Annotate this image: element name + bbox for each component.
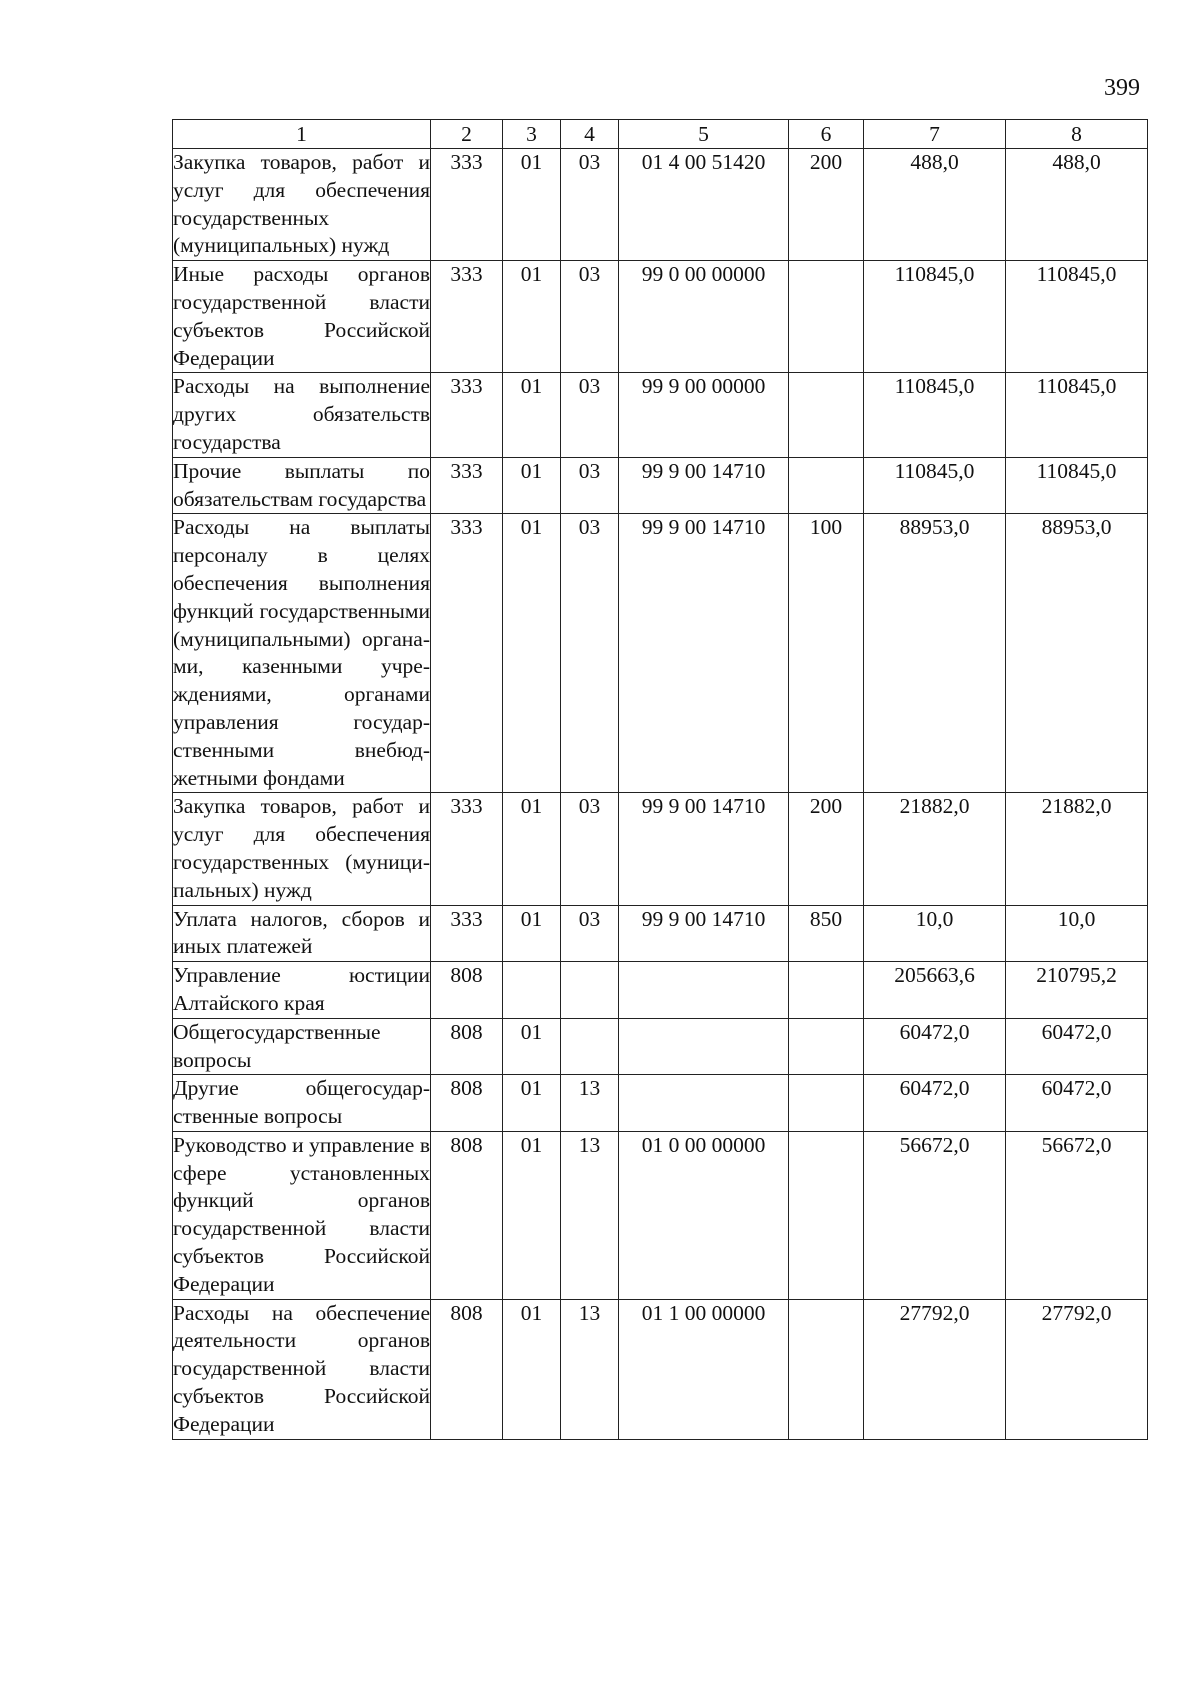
cell-admin-code: 333 (431, 261, 503, 373)
column-header: 2 (431, 120, 503, 149)
cell-amount-year2: 56672,0 (1006, 1131, 1148, 1299)
table-row (173, 793, 1148, 905)
cell-expense-type: 850 (789, 905, 864, 962)
table-row (173, 149, 1148, 261)
row-name: Общегосударственные вопросы (173, 1018, 431, 1075)
cell-amount-year1: 60472,0 (864, 1075, 1006, 1132)
cell-admin-code: 808 (431, 1131, 503, 1299)
row-name: Иные расходы органов государственной власти субъектов Российской Федерации (173, 261, 431, 373)
cell-expense-type (789, 457, 864, 514)
cell-section: 01 (503, 514, 561, 793)
cell-section: 01 (503, 1299, 561, 1439)
cell-subsection: 13 (561, 1075, 619, 1132)
budget-table (172, 119, 1148, 1440)
cell-amount-year1: 10,0 (864, 905, 1006, 962)
cell-section: 01 (503, 149, 561, 261)
cell-amount-year1: 56672,0 (864, 1131, 1006, 1299)
row-name: Расходы на обеспечение деятельности органов государственной власти субъектов Российской Федерации (173, 1299, 431, 1439)
cell-subsection (561, 962, 619, 1019)
cell-admin-code: 808 (431, 1018, 503, 1075)
cell-amount-year2: 27792,0 (1006, 1299, 1148, 1439)
cell-subsection (561, 1018, 619, 1075)
cell-section: 01 (503, 905, 561, 962)
cell-section: 01 (503, 261, 561, 373)
table-row (173, 261, 1148, 373)
cell-amount-year1: 88953,0 (864, 514, 1006, 793)
cell-amount-year2: 10,0 (1006, 905, 1148, 962)
cell-section: 01 (503, 1131, 561, 1299)
row-name: Руководство и управление в сфере установленных функций органов государственной власти субъектов Российской Федерации (173, 1131, 431, 1299)
cell-amount-year2: 88953,0 (1006, 514, 1148, 793)
cell-admin-code: 808 (431, 1299, 503, 1439)
cell-target-article: 01 0 00 00000 (619, 1131, 789, 1299)
cell-subsection: 03 (561, 457, 619, 514)
cell-expense-type (789, 1075, 864, 1132)
cell-section: 01 (503, 1075, 561, 1132)
cell-amount-year1: 110845,0 (864, 373, 1006, 457)
cell-amount-year1: 110845,0 (864, 261, 1006, 373)
cell-amount-year1: 60472,0 (864, 1018, 1006, 1075)
cell-subsection: 03 (561, 261, 619, 373)
cell-amount-year2: 488,0 (1006, 149, 1148, 261)
cell-section: 01 (503, 793, 561, 905)
cell-amount-year2: 210795,2 (1006, 962, 1148, 1019)
cell-admin-code: 333 (431, 905, 503, 962)
cell-expense-type (789, 373, 864, 457)
cell-admin-code: 333 (431, 793, 503, 905)
row-name: Расходы на выплаты персоналу в целях обеспечения выполнения функций государственными (муниципальными) органами, казенными учреждениями, органами управления государственными внебюджетными фондами (173, 514, 431, 793)
cell-target-article (619, 1018, 789, 1075)
cell-amount-year1: 21882,0 (864, 793, 1006, 905)
cell-subsection: 13 (561, 1131, 619, 1299)
row-name: Закупка товаров, работ и услуг для обеспечения государственных (муниципальных) нужд (173, 149, 431, 261)
column-header: 6 (789, 120, 864, 149)
cell-admin-code: 333 (431, 149, 503, 261)
cell-admin-code: 333 (431, 514, 503, 793)
cell-amount-year1: 488,0 (864, 149, 1006, 261)
cell-amount-year1: 205663,6 (864, 962, 1006, 1019)
cell-subsection: 03 (561, 373, 619, 457)
row-name: Прочие выплаты по обязательствам государства (173, 457, 431, 514)
cell-target-article: 99 9 00 00000 (619, 373, 789, 457)
cell-subsection: 03 (561, 514, 619, 793)
cell-target-article: 99 0 00 00000 (619, 261, 789, 373)
cell-amount-year2: 110845,0 (1006, 261, 1148, 373)
cell-section (503, 962, 561, 1019)
cell-amount-year2: 110845,0 (1006, 457, 1148, 514)
table-row (173, 1299, 1148, 1439)
cell-expense-type (789, 962, 864, 1019)
column-header: 8 (1006, 120, 1148, 149)
column-header: 1 (173, 120, 431, 149)
cell-target-article: 01 1 00 00000 (619, 1299, 789, 1439)
header-row (173, 120, 1148, 149)
row-name: Закупка товаров, работ и услуг для обеспечения государственных (муниципальных) нужд (173, 793, 431, 905)
cell-admin-code: 808 (431, 1075, 503, 1132)
cell-target-article: 99 9 00 14710 (619, 514, 789, 793)
cell-section: 01 (503, 1018, 561, 1075)
cell-target-article (619, 962, 789, 1019)
cell-amount-year1: 27792,0 (864, 1299, 1006, 1439)
cell-target-article: 01 4 00 51420 (619, 149, 789, 261)
table-row (173, 905, 1148, 962)
cell-section: 01 (503, 457, 561, 514)
table-row (173, 514, 1148, 793)
page-number: 399 (1104, 75, 1140, 101)
cell-subsection: 03 (561, 149, 619, 261)
row-name: Другие общегосударственные вопросы (173, 1075, 431, 1132)
cell-expense-type (789, 261, 864, 373)
cell-expense-type: 100 (789, 514, 864, 793)
column-header: 3 (503, 120, 561, 149)
cell-target-article: 99 9 00 14710 (619, 905, 789, 962)
cell-target-article: 99 9 00 14710 (619, 457, 789, 514)
cell-target-article: 99 9 00 14710 (619, 793, 789, 905)
table-row (173, 1018, 1148, 1075)
table-row (173, 962, 1148, 1019)
column-header: 5 (619, 120, 789, 149)
cell-amount-year2: 60472,0 (1006, 1018, 1148, 1075)
cell-expense-type: 200 (789, 149, 864, 261)
column-header: 7 (864, 120, 1006, 149)
cell-expense-type (789, 1131, 864, 1299)
cell-expense-type (789, 1299, 864, 1439)
cell-subsection: 13 (561, 1299, 619, 1439)
cell-section: 01 (503, 373, 561, 457)
row-name: Управление юстиции Алтайского края (173, 962, 431, 1019)
cell-subsection: 03 (561, 793, 619, 905)
cell-admin-code: 333 (431, 457, 503, 514)
column-header: 4 (561, 120, 619, 149)
table-row (173, 457, 1148, 514)
row-name: Уплата налогов, сборов и иных платежей (173, 905, 431, 962)
cell-admin-code: 333 (431, 373, 503, 457)
cell-admin-code: 808 (431, 962, 503, 1019)
table-row (173, 373, 1148, 457)
table-row (173, 1131, 1148, 1299)
cell-expense-type: 200 (789, 793, 864, 905)
table-row (173, 1075, 1148, 1132)
cell-amount-year2: 110845,0 (1006, 373, 1148, 457)
cell-expense-type (789, 1018, 864, 1075)
cell-target-article (619, 1075, 789, 1132)
cell-subsection: 03 (561, 905, 619, 962)
row-name: Расходы на выполнение других обязательств государства (173, 373, 431, 457)
cell-amount-year1: 110845,0 (864, 457, 1006, 514)
cell-amount-year2: 60472,0 (1006, 1075, 1148, 1132)
cell-amount-year2: 21882,0 (1006, 793, 1148, 905)
